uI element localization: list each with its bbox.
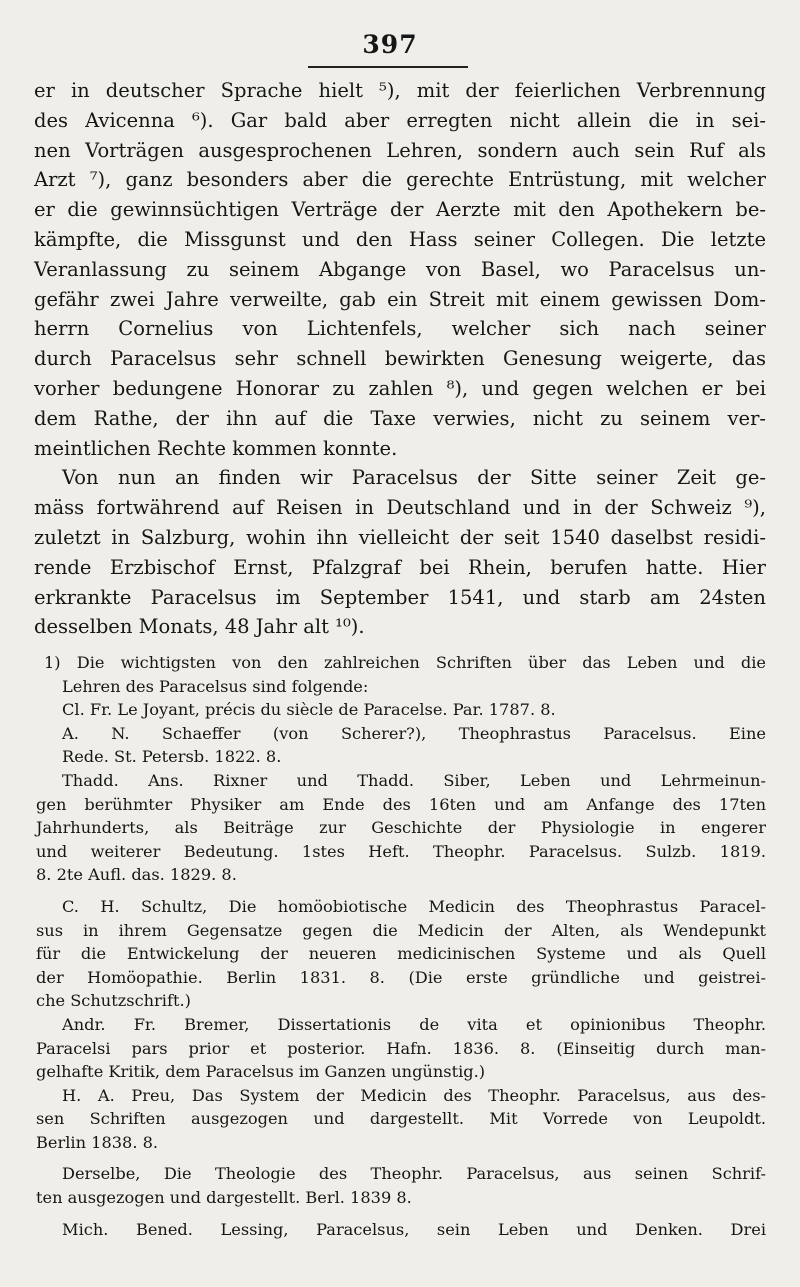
- footnote-line: gelhafte Kritik, dem Paracelsus im Ganzen ungünstig.): [36, 1062, 486, 1082]
- footnote-line: Rede. St. Petersb. 1822. 8.: [62, 747, 282, 767]
- body-line: mäss fortwährend auf Reisen in Deutschland und in der Schweiz ⁹),: [34, 496, 766, 520]
- footnote-line: Mich. Bened. Lessing, Paracelsus, sein Leben und Denken. Drei: [62, 1219, 766, 1239]
- body-line: kämpfte, die Missgunst und den Hass seiner Collegen. Die letzte: [34, 227, 766, 251]
- footnote-line: Derselbe, Die Theologie des Theophr. Paracelsus, aus seinen Schrif-: [62, 1164, 766, 1184]
- footnote-line: che Schutzschrift.): [36, 991, 191, 1011]
- body-line: desselben Monats, 48 Jahr alt ¹⁰).: [34, 615, 365, 639]
- body-line: gefähr zwei Jahre verweilte, gab ein Streit mit einem gewissen Dom-: [34, 287, 766, 311]
- body-line: zuletzt in Salzburg, wohin ihn vielleicht der seit 1540 daselbst residi-: [34, 525, 766, 549]
- body-line: Veranlassung zu seinem Abgange von Basel, wo Paracelsus un-: [34, 257, 766, 281]
- footnote-line: Jahrhunderts, als Beiträge zur Geschichte der Physiologie in engerer: [36, 818, 766, 838]
- footnote-line: Thadd. Ans. Rixner und Thadd. Siber, Leben und Lehrmeinun-: [62, 770, 766, 790]
- note-gap: [36, 887, 766, 895]
- body-line: er in deutscher Sprache hielt ⁵), mit der feierlichen Verbrennung: [34, 79, 766, 102]
- body-line: er die gewinnsüchtigen Verträge der Aerzte mit den Apothekern be-: [34, 198, 766, 222]
- body-line: durch Paracelsus sehr schnell bewirkten Genesung weigerte, das: [34, 347, 766, 371]
- footnote-line: für die Entwickelung der neueren medicinischen Systeme und als Quell: [36, 944, 766, 964]
- note-gap: [36, 1154, 766, 1162]
- main-text: [34, 76, 766, 642]
- footnote-line: Paracelsi pars prior et posterior. Hafn. 1836. 8. (Einseitig durch man-: [36, 1038, 766, 1058]
- footnote-line: ten ausgezogen und dargestellt. Berl. 1839 8.: [36, 1188, 412, 1208]
- body-line: des Avicenna ⁶). Gar bald aber erregten nicht allein die in sei-: [34, 108, 766, 132]
- footnote-line: sus in ihrem Gegensatze gegen die Medicin der Alten, als Wendepunkt: [36, 920, 766, 940]
- footnote-line: A. N. Schaeffer (von Scherer?), Theophrastus Paracelsus. Eine: [62, 723, 766, 743]
- footnote-line: 8. 2te Aufl. das. 1829. 8.: [36, 865, 237, 885]
- footnote-line: der Homöopathie. Berlin 1831. 8. (Die erste gründliche und geistrei-: [36, 967, 766, 987]
- body-line: vorher bedungene Honorar zu zahlen ⁸), und gegen welchen er bei: [34, 376, 766, 400]
- footnote-line: C. H. Schultz, Die homöobiotische Medicin des Theophrastus Paracel-: [62, 896, 766, 916]
- footnote-line: Andr. Fr. Bremer, Dissertationis de vita et opinionibus Theophr.: [62, 1014, 766, 1034]
- body-line: meintlichen Rechte kommen konnte.: [34, 436, 398, 460]
- body-line: dem Rathe, der ihn auf die Taxe verwies, nicht zu seinem ver-: [34, 406, 766, 430]
- footnote-line: Lehren des Paracelsus sind folgende:: [62, 676, 369, 696]
- body-line: Arzt ⁷), ganz besonders aber die gerechte Entrüstung, mit welcher: [34, 168, 766, 192]
- footnote-line: 1) Die wichtigsten von den zahlreichen Schriften über das Leben und die: [44, 653, 766, 672]
- footnote-line: Berlin 1838. 8.: [36, 1132, 159, 1152]
- footnotes: [36, 651, 766, 1241]
- footnote-line: gen berühmter Physiker am Ende des 16ten und am Anfange des 17ten: [36, 794, 766, 814]
- header-rule: [308, 66, 468, 68]
- body-line: rende Erzbischof Ernst, Pfalzgraf bei Rhein, berufen hatte. Hier: [34, 555, 766, 579]
- body-line: nen Vorträgen ausgesprochenen Lehren, sondern auch sein Ruf als: [34, 138, 766, 162]
- body-line: erkrankte Paracelsus im September 1541, und starb am 24sten: [34, 585, 766, 609]
- note-gap: [36, 1210, 766, 1218]
- body-line: herrn Cornelius von Lichtenfels, welcher sich nach seiner: [34, 317, 766, 341]
- footnote-line: sen Schriften ausgezogen und dargestellt. Mit Vorrede von Leupoldt.: [36, 1109, 766, 1129]
- footnote-line: Cl. Fr. Le Joyant, précis du siècle de Paracelse. Par. 1787. 8.: [62, 700, 556, 720]
- page-number: 397: [362, 30, 418, 59]
- body-line: Von nun an finden wir Paracelsus der Sitte seiner Zeit ge-: [62, 466, 766, 490]
- footnote-line: H. A. Preu, Das System der Medicin des Theophr. Paracelsus, aus des-: [62, 1085, 766, 1105]
- footnote-line: und weiterer Bedeutung. 1stes Heft. Theophr. Paracelsus. Sulzb. 1819.: [36, 841, 766, 861]
